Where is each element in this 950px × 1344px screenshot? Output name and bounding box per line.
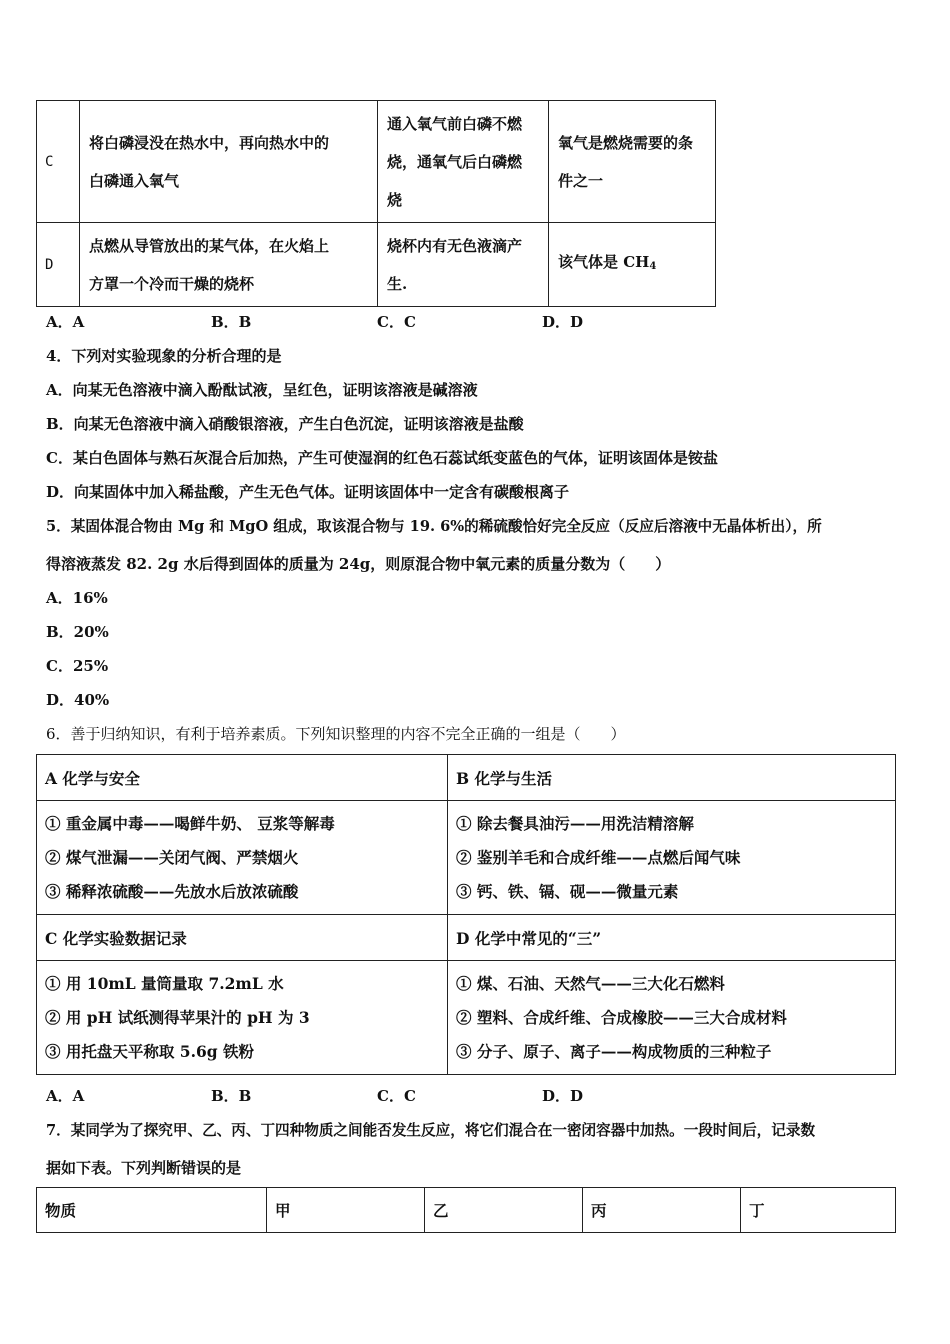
- header-yi: 乙: [425, 1188, 583, 1233]
- table-row: [37, 915, 896, 961]
- table-row: [37, 1188, 896, 1233]
- list-item: ② 用 pH 试纸测得苹果汁的 pH 为 3: [45, 1007, 310, 1027]
- q4-option-c[interactable]: C．某白色固体与熟石灰混合后加热，产生可使湿润的红色石蕊试纸变蓝色的气体，证明该固体是铵盐: [46, 449, 718, 467]
- cell-line: 点燃从导管放出的某气体，在火焰上: [89, 236, 330, 255]
- list-item: ③ 分子、原子、离子——构成物质的三种粒子: [456, 1041, 772, 1061]
- substance-table: [36, 1187, 896, 1233]
- q7-stem-line1: 7．某同学为了探究甲、乙、丙、丁四种物质之间能否发生反应，将它们混合在一密闭容器中加热。一段时间后，记录数: [46, 1122, 816, 1139]
- cell-line: 烧: [387, 190, 403, 209]
- operation-cell: [80, 223, 378, 307]
- option-c[interactable]: C．C: [377, 313, 416, 331]
- cell-a-title: A 化学与安全: [37, 755, 448, 801]
- option-d[interactable]: D．D: [542, 1087, 584, 1105]
- knowledge-table: [36, 754, 896, 1075]
- option-a[interactable]: A．A: [46, 1087, 85, 1105]
- list-item: ② 鉴别羊毛和合成纤维——点燃后闻气味: [456, 847, 741, 867]
- table-row: [37, 223, 716, 307]
- q5-option-a[interactable]: A．16%: [46, 589, 108, 607]
- operation-cell: [80, 101, 378, 223]
- option-b[interactable]: B．B: [211, 1087, 252, 1105]
- q5-option-d[interactable]: D．40%: [46, 691, 110, 709]
- option-b[interactable]: B．B: [211, 313, 252, 331]
- q5-stem-line1: 5．某固体混合物由 Mg 和 MgO 组成，取该混合物与 19. 6%的稀硫酸恰好完全反应（反应后溶液中无晶体析出），所: [46, 518, 822, 535]
- list-item: ② 塑料、合成纤维、合成橡胶——三大合成材料: [456, 1007, 787, 1027]
- cell-d-title: D 化学中常见的“三”: [448, 915, 896, 961]
- option-c[interactable]: C．C: [377, 1087, 416, 1105]
- list-item: ③ 用托盘天平称取 5.6g 铁粉: [45, 1041, 254, 1061]
- cell-c-title: C 化学实验数据记录: [37, 915, 448, 961]
- option-a[interactable]: A．A: [46, 313, 85, 331]
- cell-line: 方罩一个冷而干燥的烧杯: [89, 274, 255, 293]
- cell-b-title: B 化学与生活: [448, 755, 896, 801]
- option-d[interactable]: D．D: [542, 313, 584, 331]
- q5-option-b[interactable]: B．20%: [46, 623, 109, 641]
- cell-line: 白磷通入氧气: [89, 171, 180, 190]
- q4-stem: 4．下列对实验现象的分析合理的是: [46, 347, 282, 365]
- cell-line: 件之一: [558, 171, 604, 190]
- cell-line: 将白磷浸没在热水中，再向热水中的: [89, 133, 330, 152]
- cell-d-body: [448, 961, 896, 1075]
- conclusion-cell: [549, 101, 716, 223]
- row-label: D: [37, 223, 80, 307]
- list-item: ① 煤、石油、天然气——三大化石燃料: [456, 973, 725, 993]
- table-row: [37, 101, 716, 223]
- list-item: ① 用 10mL 量筒量取 7.2mL 水: [45, 973, 284, 993]
- table-row: [37, 801, 896, 915]
- list-item: ① 重金属中毒——喝鲜牛奶、 豆浆等解毒: [45, 813, 335, 833]
- subscript: 4: [649, 261, 657, 272]
- header-bing: 丙: [583, 1188, 741, 1233]
- q5-stem-line2: 得溶液蒸发 82. 2g 水后得到固体的质量为 24g，则原混合物中氧元素的质量分数为（ ）: [46, 555, 671, 573]
- header-substance: 物质: [37, 1188, 267, 1233]
- q7-stem-line2: 据如下表。下列判断错误的是: [46, 1159, 242, 1177]
- cell-line: 烧，通氧气后白磷燃: [387, 152, 523, 171]
- cell-line: 通入氧气前白磷不燃: [387, 114, 523, 133]
- list-item: ② 煤气泄漏——关闭气阀、严禁烟火: [45, 847, 299, 867]
- cell-b-body: [448, 801, 896, 915]
- experiment-table: [36, 100, 716, 307]
- q4-option-d[interactable]: D．向某固体中加入稀盐酸，产生无色气体。证明该固体中一定含有碳酸根离子: [46, 483, 570, 501]
- phenomenon-cell: [378, 223, 549, 307]
- list-item: ① 除去餐具油污——用洗洁精溶解: [456, 813, 694, 833]
- conclusion-text: 该气体是 CH: [558, 253, 650, 271]
- cell-line: 氧气是燃烧需要的条: [558, 133, 694, 152]
- cell-line: 烧杯内有无色液滴产: [387, 236, 523, 255]
- list-item: ③ 稀释浓硫酸——先放水后放浓硫酸: [45, 881, 299, 901]
- conclusion-cell: [549, 223, 716, 307]
- row-label: C: [37, 101, 80, 223]
- table-row: [37, 961, 896, 1075]
- cell-line: 生.: [387, 274, 408, 293]
- table-row: [37, 755, 896, 801]
- list-item: ③ 钙、铁、镉、砚——微量元素: [456, 881, 679, 901]
- header-jia: 甲: [267, 1188, 425, 1233]
- cell-c-body: [37, 961, 448, 1075]
- q6-stem: 6．善于归纳知识，有利于培养素质。下列知识整理的内容不完全正确的一组是（ ）: [46, 725, 626, 743]
- phenomenon-cell: [378, 101, 549, 223]
- cell-a-body: [37, 801, 448, 915]
- q4-option-b[interactable]: B．向某无色溶液中滴入硝酸银溶液，产生白色沉淀，证明该溶液是盐酸: [46, 415, 524, 433]
- q4-option-a[interactable]: A．向某无色溶液中滴入酚酞试液，呈红色，证明该溶液是碱溶液: [46, 381, 478, 399]
- q5-option-c[interactable]: C．25%: [46, 657, 109, 675]
- header-ding: 丁: [741, 1188, 896, 1233]
